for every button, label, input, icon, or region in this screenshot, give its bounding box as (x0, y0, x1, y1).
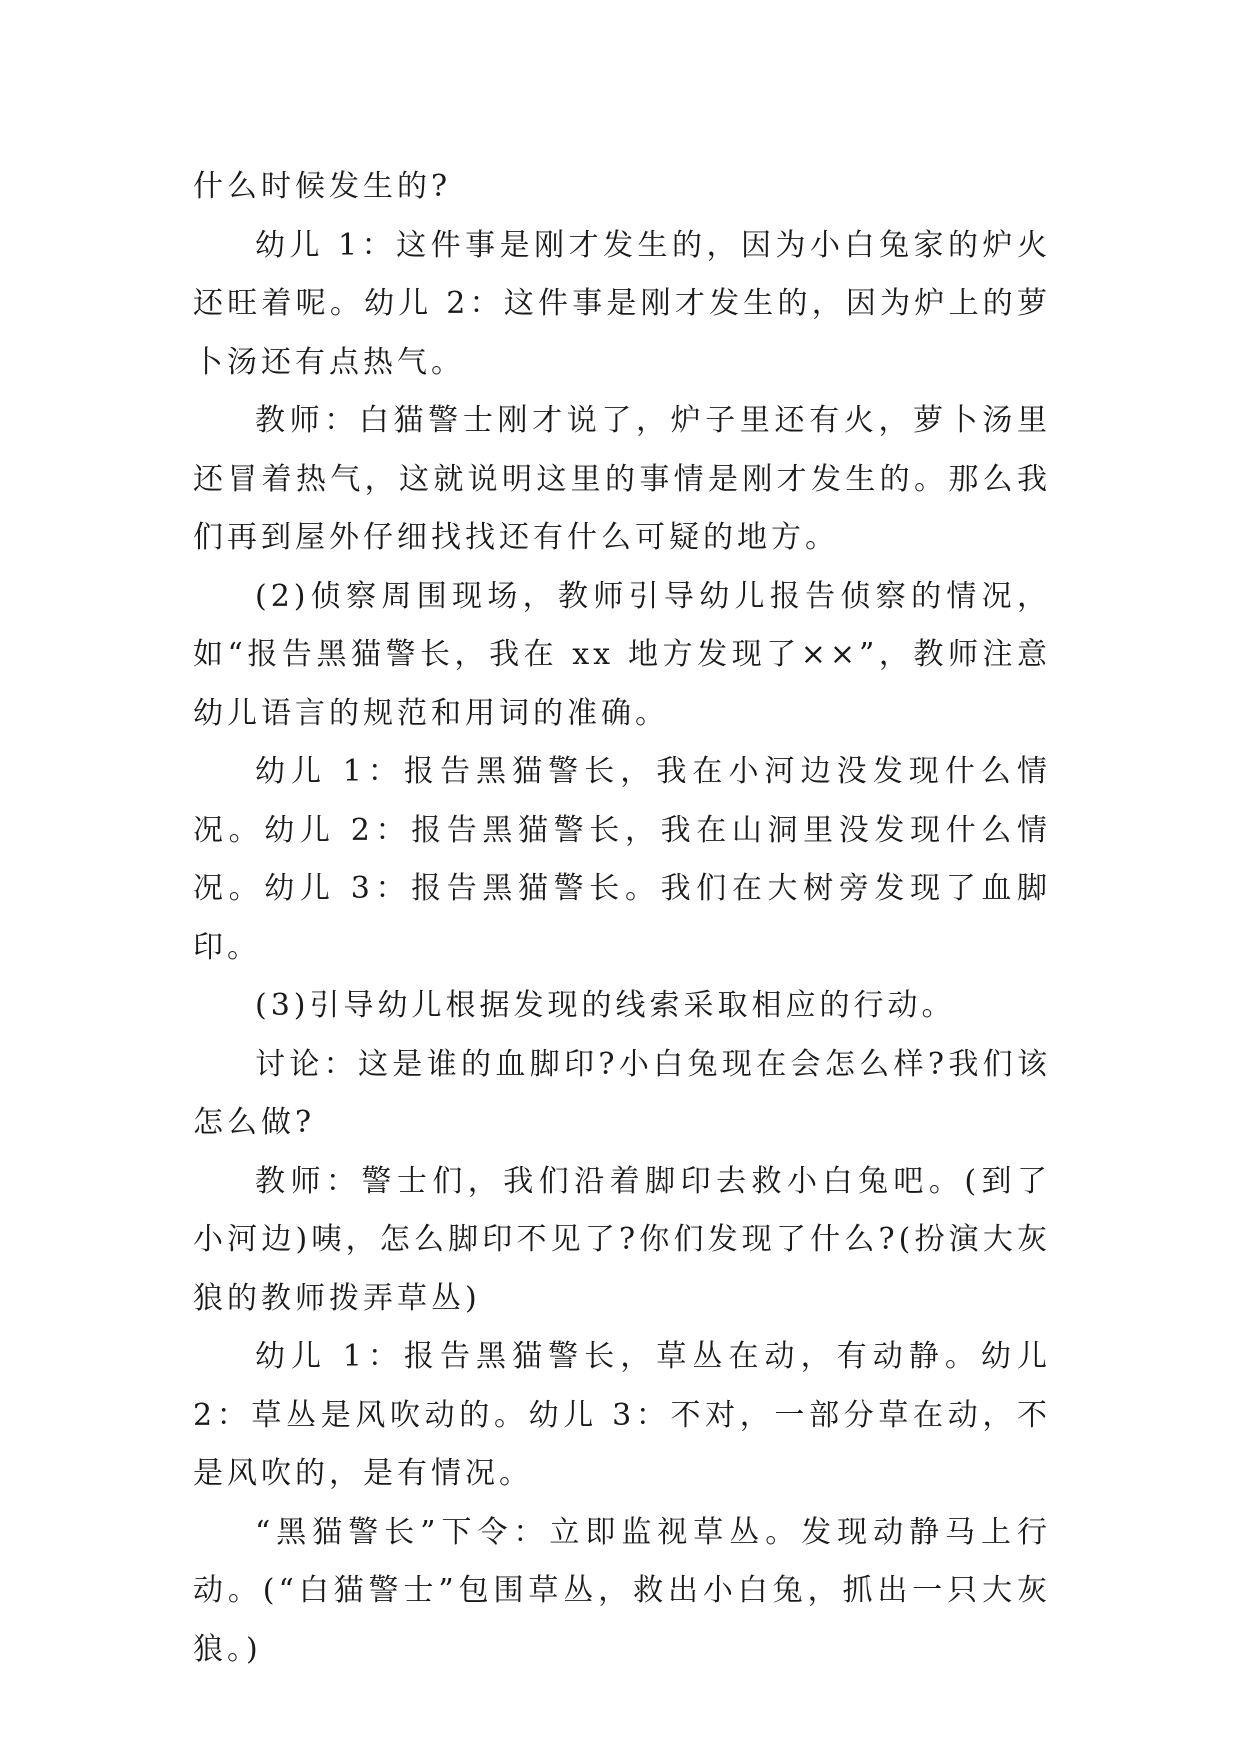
paragraph: 幼儿 1：这件事是刚才发生的，因为小白兔家的炉火还旺着呢。幼儿 2：这件事是刚才发生的，因为炉上的萝卜汤还有点热气。 (193, 227, 1051, 380)
paragraph: (3)引导幼儿根据发现的线索采取相应的行动。 (255, 988, 956, 1023)
paragraph: (2)侦察周围现场，教师引导幼儿报告侦察的情况，如“报告黑猫警长，我在 xx 地方发现了××”，教师注意幼儿语言的规范和用词的准确。 (193, 578, 1051, 731)
paragraph: “黑猫警长”下令：立即监视草丛。发现动静马上行动。(“白猫警士”包围草丛，救出小白兔，抓出一只大灰狼。) (193, 1514, 1051, 1667)
paragraph: 幼儿 1：报告黑猫警长，草丛在动，有动静。幼儿 2：草丛是风吹动的。幼儿 3：不对，一部分草在动，不是风吹的，是有情况。 (193, 1339, 1051, 1491)
paragraph: 教师：警士们，我们沿着脚印去救小白兔吧。(到了小河边)咦，怎么脚印不见了?你们发现了什么?(扮演大灰狼的教师拨弄草丛) (193, 1163, 1051, 1316)
paragraph: 讨论：这是谁的血脚印?小白兔现在会怎么样?我们该怎么做? (193, 1046, 1051, 1140)
document-body (193, 158, 1051, 1679)
paragraph: 幼儿 1：报告黑猫警长，我在小河边没发现什么情况。幼儿 2：报告黑猫警长，我在山洞里没发现什么情况。幼儿 3：报告黑猫警长。我们在大树旁发现了血脚印。 (193, 754, 1051, 965)
paragraph: 什么时候发生的? (193, 169, 452, 204)
paragraph: 教师：白猫警士刚才说了，炉子里还有火，萝卜汤里还冒着热气，这就说明这里的事情是刚才发生的。那么我们再到屋外仔细找找还有什么可疑的地方。 (193, 403, 1051, 555)
